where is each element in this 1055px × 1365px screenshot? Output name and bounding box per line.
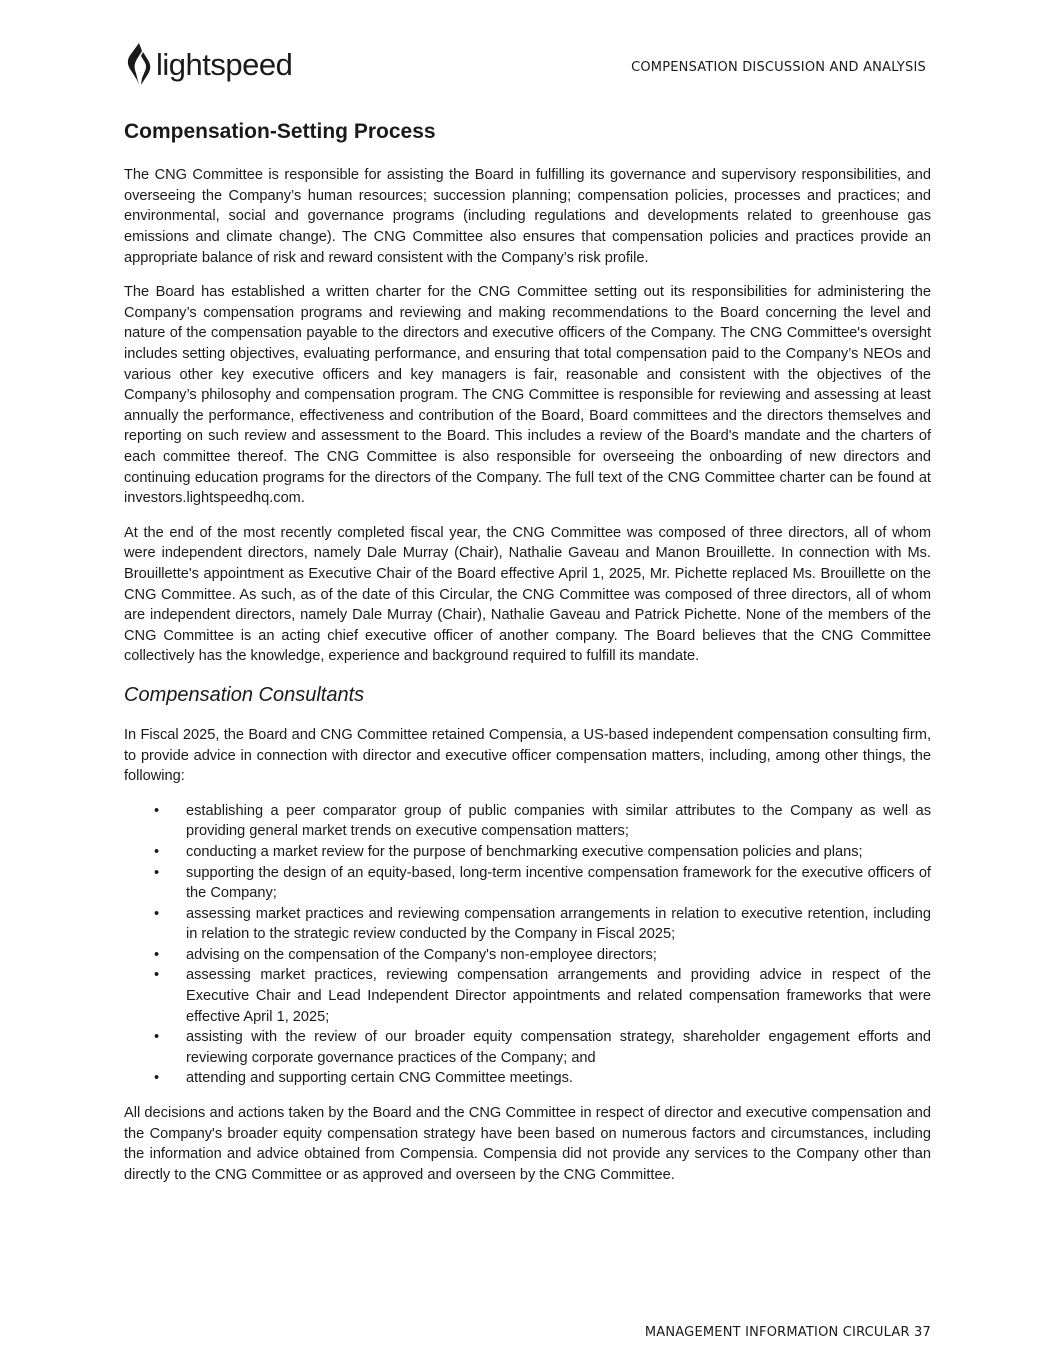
bullet-mark: • xyxy=(154,843,160,860)
section-title: COMPENSATION DISCUSSION AND ANALYSIS xyxy=(631,60,926,75)
bullet-mark: • xyxy=(154,864,160,881)
consultant-services-list xyxy=(124,801,931,1089)
list-item-text: attending and supporting certain CNG Committee meetings. xyxy=(186,1070,573,1087)
consultants-intro: In Fiscal 2025, the Board and CNG Committee retained Compensia, a US-based independent compensation consulting firm, to provide advice in connection with director and executive officer compensation matters, including, among other things, the following: xyxy=(124,726,931,785)
company-logo xyxy=(126,42,292,86)
list-item-text: establishing a peer comparator group of public companies with similar attributes to the Company as well as providing general market trends on executive compensation matters; xyxy=(186,802,931,840)
bullet-mark: • xyxy=(154,802,160,819)
main-content xyxy=(124,118,931,1199)
logo-wordmark: lightspeed xyxy=(156,46,293,82)
list-item xyxy=(124,801,931,842)
section-subheading: Compensation Consultants xyxy=(124,683,365,706)
list-item-text: assisting with the review of our broader equity compensation strategy, shareholder engagement efforts and reviewing corporate governance practices of the Company; and xyxy=(186,1029,931,1066)
bullet-mark: • xyxy=(154,1029,160,1046)
list-item-text: advising on the compensation of the Company's non-employee directors; xyxy=(186,946,657,963)
list-item xyxy=(124,842,931,863)
bullet-mark: • xyxy=(154,905,160,922)
list-item-text: conducting a market review for the purpose of benchmarking executive compensation policies and plans; xyxy=(186,843,863,860)
bullet-mark: • xyxy=(154,946,160,963)
paragraph: At the end of the most recently completed fiscal year, the CNG Committee was composed of three directors, all of whom were independent directors, namely Dale Murray (Chair), Nathalie Gaveau and Manon Brouillette. In connection with Ms. Brouillette's appointment as Executive Chair of the Board effective April 1, 2025, Mr. Pichette replaced Ms. Brouillette on the CNG Committee. As such, as of the date of this Circular, the CNG Committee was composed of three directors, all of whom are independent directors, namely Dale Murray (Chair), Nathalie Gaveau and Patrick Pichette. None of the members of the CNG Committee is an acting chief executive officer of another company. The Board believes that the CNG Committee collectively has the knowledge, experience and background required to fulfill its mandate. xyxy=(124,524,931,665)
list-item xyxy=(124,1027,931,1068)
lightspeed-flame-icon xyxy=(126,42,152,86)
list-item xyxy=(124,965,931,1027)
closing-paragraph: All decisions and actions taken by the Board and the CNG Committee in respect of director and executive compensation and the Company's broader equity compensation strategy have been based on numerous factors and circumstances, including the information and advice obtained from Compensia. Compensia did not provide any services to the Company other than directly to the CNG Committee or as approved and overseen by the CNG Committee. xyxy=(124,1105,931,1183)
page-footer: MANAGEMENT INFORMATION CIRCULAR 37 xyxy=(644,1325,931,1340)
list-item-text: assessing market practices, reviewing compensation arrangements and providing advice in respect of the Executive Chair and Lead Independent Director appointments and related compensation frameworks that were effective April 1, 2025; xyxy=(186,967,931,1025)
paragraph: The Board has established a written charter for the CNG Committee setting out its responsibilities for administering the Company’s compensation programs and reviewing and making recommendations to the Board concerning the level and nature of the compensation payable to the directors and executive officers of the Company. The CNG Committee's oversight includes setting objectives, evaluating performance, and ensuring that total compensation paid to the Company’s NEOs and various other key executive officers and key managers is fair, reasonable and consistent with the objectives of the Company’s philosophy and compensation program. The CNG Committee is responsible for reviewing and assessing at least annually the performance, effectiveness and contribution of the Board, Board committees and the directors themselves and reporting on such review and assessment to the Board. This includes a review of the Board's mandate and the charters of each committee thereof. The CNG Committee is also responsible for overseeing the onboarding of new directors and continuing education programs for the directors of the Company. The full text of the CNG Committee charter can be found at investors.lightspeedhq.com. xyxy=(124,284,931,507)
bullet-mark: • xyxy=(154,1070,160,1087)
list-item xyxy=(124,945,931,966)
list-item-text: assessing market practices and reviewing compensation arrangements in relation to executive retention, including in relation to the strategic review conducted by the Company in Fiscal 2025; xyxy=(186,905,931,943)
list-item-text: supporting the design of an equity-based, long-term incentive compensation framework for the executive officers of the Company; xyxy=(186,864,931,902)
page-title: Compensation-Setting Process xyxy=(124,120,436,143)
paragraph: The CNG Committee is responsible for assisting the Board in fulfilling its governance and supervisory responsibilities, and overseeing the Company’s human resources; succession planning; compensation policies, processes and practices; and environmental, social and governance programs (including regulations and developments related to greenhouse gas emissions and climate change). The CNG Committee also ensures that compensation policies and practices provide an appropriate balance of risk and reward consistent with the Company’s risk profile. xyxy=(124,167,931,266)
bullet-mark: • xyxy=(154,967,160,984)
list-item xyxy=(124,904,931,945)
list-item xyxy=(124,863,931,904)
list-item xyxy=(124,1068,931,1089)
